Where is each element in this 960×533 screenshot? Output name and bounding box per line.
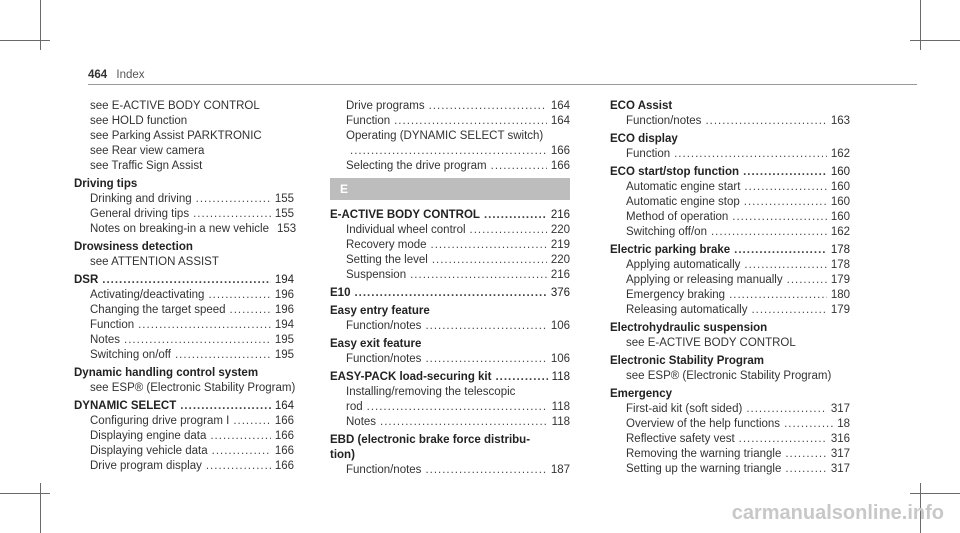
page-ref: 187 [550,464,570,476]
crop-mark [910,493,960,494]
entry-label: Installing/removing the telescopic [346,386,516,398]
leader-dots [743,165,827,180]
index-heading [330,448,570,463]
entry-label: Notes [346,416,377,428]
index-heading [610,387,850,402]
page-ref: 162 [830,226,850,238]
entry-label: Switching off/on [626,226,707,238]
index-subentry [610,303,850,318]
entry-label: ECO start/stop function [610,166,740,178]
leader-dots [208,288,270,303]
leader-dots [350,144,547,159]
entry-label: E10 [330,287,351,299]
index-subentry [330,385,570,400]
index-subentry [74,348,294,363]
header-rule [88,84,917,85]
index-subentry [610,180,850,195]
index-subentry [610,195,850,210]
page-ref: 220 [550,254,570,266]
entry-label: EBD (electronic brake force distribu- [330,434,531,446]
page-ref: 164 [274,400,294,412]
entry-label: EASY-PACK load-securing kit [330,371,492,383]
index-subentry [610,114,850,129]
entry-label: see ATTENTION ASSIST [90,256,219,268]
leader-dots [431,238,547,253]
page-ref: 160 [830,196,850,208]
index-subentry [74,255,294,270]
entry-label: DYNAMIC SELECT [74,400,177,412]
index-subentry [330,253,570,268]
entry-label: Function/notes [346,320,422,332]
index-subentry [330,415,570,430]
entry-label: see ESP® (Electronic Stability Program) [90,382,296,394]
leader-dots [175,348,271,363]
index-subentry [330,99,570,114]
page-ref: 216 [550,269,570,281]
index-subentry [74,318,294,333]
leader-dots [425,352,546,367]
entry-label: Switching on/off [90,349,171,361]
index-subentry [74,144,294,159]
page-ref: 376 [550,287,570,299]
entry-label: Function/notes [626,115,702,127]
entry-label: Reflective safety vest [626,433,735,445]
entry-label: Individual wheel control [346,224,466,236]
page-ref: 195 [274,334,294,346]
index-heading [330,286,570,301]
page-ref: 164 [550,115,570,127]
index-subentry [74,303,294,318]
index-subentry [74,444,294,459]
entry-label: Function [346,115,391,127]
index-subentry [330,223,570,238]
index-subentry [330,463,570,478]
index-heading [74,273,294,288]
page-ref: 160 [830,166,850,178]
entry-label: Driving tips [74,178,138,190]
leader-dots [138,318,271,333]
crop-mark [910,40,960,41]
entry-label: ECO Assist [610,100,673,112]
index-subentry [330,352,570,367]
leader-dots [746,402,827,417]
index-subentry [74,207,294,222]
leader-dots [432,253,547,268]
entry-label: Displaying vehicle data [90,445,208,457]
index-subentry [610,210,850,225]
watermark: carmanualsonline.info [731,502,944,524]
page-header [88,69,145,81]
leader-dots [705,114,826,129]
entry-label: Electronic Stability Program [610,355,765,367]
leader-dots [674,147,827,162]
entry-label: Dynamic handling control system [74,367,259,379]
entry-label: see HOLD function [90,115,188,127]
page-ref: 179 [830,304,850,316]
index-heading [610,132,850,147]
entry-label: Suspension [346,269,407,281]
page-ref: 166 [274,445,294,457]
entry-label: Recovery mode [346,239,427,251]
leader-dots [484,208,547,223]
page-ref: 178 [830,244,850,256]
leader-dots [410,268,547,283]
index-subentry [74,333,294,348]
index-subentry [330,144,570,159]
entry-label: Displaying engine data [90,430,207,442]
entry-label: Easy exit feature [330,338,422,350]
page-ref: 316 [830,433,850,445]
page-ref: 179 [830,274,850,286]
entry-label: Applying or releasing manually [626,274,783,286]
index-heading [610,354,850,369]
index-subentry [330,159,570,174]
entry-label: see E-ACTIVE BODY CONTROL [626,337,796,349]
entry-label: Drinking and driving [90,193,192,205]
page-ref: 160 [830,211,850,223]
entry-label: Setting the level [346,254,428,266]
index-subentry [330,319,570,334]
index-subentry [74,288,294,303]
entry-label: see E-ACTIVE BODY CONTROL [90,100,260,112]
index-subentry [74,129,294,144]
entry-label: Function/notes [346,353,422,365]
page-ref: 164 [550,100,570,112]
entry-label: Emergency braking [626,289,726,301]
index-subentry [74,222,297,237]
leader-dots [787,273,827,288]
index-subentry [610,273,850,288]
page-ref: 166 [550,160,570,172]
section-letter: E [330,178,570,200]
leader-dots [744,195,827,210]
page-ref: 162 [830,148,850,160]
index-heading [74,240,294,255]
leader-dots [744,258,826,273]
page-ref: 196 [274,304,294,316]
leader-dots [470,223,547,238]
index-subentry [74,192,294,207]
entry-label: Setting up the warning triangle [626,463,782,475]
entry-label: Drive programs [346,100,425,112]
leader-dots [491,159,547,174]
crop-mark [40,0,41,50]
index-column-1 [74,99,297,474]
index-subentry [610,147,850,162]
leader-dots [212,444,271,459]
page-ref: 18 [837,418,850,430]
leader-dots [744,180,826,195]
index-heading [330,433,570,448]
entry-label: Electric parking brake [610,244,731,256]
index-heading [74,399,294,414]
leader-dots [206,459,271,474]
page-title: Index [116,69,145,81]
index-heading [610,99,850,114]
leader-dots [233,414,270,429]
index-heading [330,370,570,385]
page-ref: 219 [550,239,570,251]
page-ref: 194 [274,274,294,286]
entry-label: Notes [90,334,121,346]
entry-label: Function [626,148,671,160]
leader-dots [367,400,548,415]
page-ref: 153 [277,223,297,235]
index-subentry [610,258,850,273]
page-ref: 166 [274,430,294,442]
page-number: 464 [88,69,108,81]
index-subentry [610,417,850,432]
entry-label: Applying automatically [626,259,741,271]
index-subentry [74,459,294,474]
entry-label: Activating/deactivating [90,289,205,301]
index-subentry [330,114,570,129]
index-subentry [74,159,294,174]
page-ref: 118 [551,371,570,383]
entry-label: ECO display [610,133,678,145]
page-ref: 178 [830,259,850,271]
index-subentry [610,369,850,384]
index-column-3 [610,99,850,477]
leader-dots [495,370,547,385]
leader-dots [354,286,546,301]
page-ref: 317 [830,463,850,475]
leader-dots [732,210,827,225]
index-subentry [610,225,850,240]
page-ref: 317 [830,403,850,415]
page-ref: 118 [551,416,570,428]
entry-label: Operating (DYNAMIC SELECT switch) [346,130,544,142]
entry-label: rod [346,401,363,413]
entry-label: General driving tips [90,208,190,220]
page-ref: 180 [830,289,850,301]
index-subentry [330,129,570,144]
page-ref: 155 [274,208,294,220]
index-column-2 [330,99,570,478]
entry-label: see ESP® (Electronic Stability Program) [626,370,832,382]
page-ref: 118 [551,401,570,413]
leader-dots [751,303,826,318]
index-heading [74,366,294,381]
index-heading [330,304,570,319]
leader-dots [785,462,826,477]
leader-dots [425,319,546,334]
index-subentry [610,432,850,447]
page-ref: 106 [550,353,570,365]
entry-label: tion) [330,449,355,461]
index-subentry [610,462,850,477]
entry-label: E-ACTIVE BODY CONTROL [330,209,480,221]
page-ref: 216 [550,209,570,221]
entry-label: Configuring drive program I [90,415,230,427]
index-subentry [74,114,294,129]
entry-label: Drive program display [90,460,202,472]
leader-dots [729,288,827,303]
leader-dots [380,415,548,430]
entry-label: see Rear view camera [90,145,205,157]
leader-dots [124,333,271,348]
index-subentry [330,400,570,415]
page-ref: 155 [274,193,294,205]
crop-mark [920,0,921,50]
index-heading [330,337,570,352]
page-ref: 166 [550,145,570,157]
leader-dots [785,447,826,462]
index-subentry [74,99,294,114]
crop-mark [40,483,41,533]
entry-label: see Traffic Sign Assist [90,160,203,172]
index-heading [74,177,294,192]
index-heading [610,165,850,180]
entry-label: Selecting the drive program [346,160,487,172]
index-subentry [74,414,294,429]
index-subentry [74,429,294,444]
page-ref: 166 [274,415,294,427]
index-subentry [330,268,570,283]
leader-dots [196,192,271,207]
entry-label: First-aid kit (soft sided) [626,403,743,415]
leader-dots [425,463,546,478]
index-heading [610,243,850,258]
index-subentry [610,288,850,303]
page-ref: 196 [274,289,294,301]
entry-label: Overview of the help functions [626,418,781,430]
index-subentry [610,336,850,351]
entry-label: Removing the warning triangle [626,448,782,460]
index-subentry [610,402,850,417]
leader-dots [739,432,827,447]
leader-dots [429,99,547,114]
entry-label: Notes on breaking-in a new vehicle [90,223,269,235]
entry-label: DSR [74,274,99,286]
entry-label: Releasing automatically [626,304,748,316]
page-ref: 220 [550,224,570,236]
page-ref: 317 [830,448,850,460]
index-heading [330,208,570,223]
index-subentry [330,238,570,253]
index-subentry [74,381,294,396]
leader-dots [180,399,271,414]
entry-label: Electrohydraulic suspension [610,322,768,334]
entry-label: Method of operation [626,211,729,223]
entry-label: Function/notes [346,464,422,476]
entry-label: Automatic engine stop [626,196,740,208]
crop-mark [0,493,50,494]
entry-label: Automatic engine start [626,181,741,193]
entry-label: Drowsiness detection [74,241,193,253]
leader-dots [102,273,271,288]
leader-dots [210,429,270,444]
page-ref: 106 [550,320,570,332]
page-ref: 163 [830,115,850,127]
page-ref: 195 [274,349,294,361]
page-ref: 194 [274,319,294,331]
entry-label: Easy entry feature [330,305,430,317]
index-heading [610,321,850,336]
leader-dots [230,303,271,318]
entry-label: Function [90,319,135,331]
page-ref: 160 [830,181,850,193]
leader-dots [711,225,827,240]
leader-dots [784,417,833,432]
entry-label: Emergency [610,388,673,400]
crop-mark [0,40,50,41]
index-subentry [610,447,850,462]
leader-dots [193,207,271,222]
entry-label: see Parking Assist PARKTRONIC [90,130,262,142]
leader-dots [734,243,827,258]
page-ref: 166 [274,460,294,472]
entry-label: Changing the target speed [90,304,226,316]
leader-dots [394,114,547,129]
